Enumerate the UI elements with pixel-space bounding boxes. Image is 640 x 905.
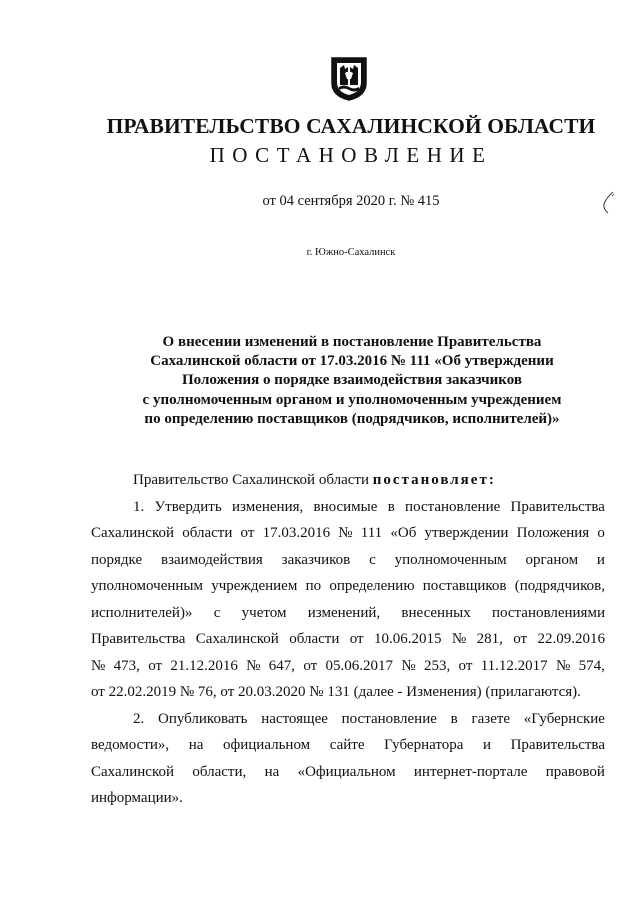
word: официальном	[223, 737, 311, 753]
word: 2.	[133, 710, 145, 727]
item1-line	[91, 520, 605, 547]
document-type: ПОСТАНОВЛЕНИЕ	[209, 143, 493, 167]
word: с	[213, 604, 221, 621]
word: 574,	[578, 657, 605, 674]
item1-line	[91, 494, 605, 521]
word: 22.09.2016	[537, 631, 605, 647]
word: ведомости»,	[91, 737, 170, 753]
word: Губернатора	[384, 737, 464, 753]
word: утверждении	[424, 525, 509, 541]
word: Сахалинской	[91, 525, 175, 541]
preamble-text: Правительство Сахалинской области	[133, 472, 369, 488]
word: №	[401, 657, 416, 674]
word: газете	[471, 710, 511, 727]
word: на	[188, 737, 204, 753]
word: «Об	[390, 525, 417, 541]
item1-line	[91, 626, 605, 653]
item2-line	[91, 759, 605, 786]
word: от	[240, 525, 255, 541]
word: по	[305, 578, 322, 594]
item1-line	[91, 547, 605, 574]
item1-line	[91, 573, 605, 600]
word: постановлениями	[491, 604, 605, 621]
word: Правительства	[91, 631, 186, 647]
word: на	[264, 763, 280, 780]
document-date-number: от 04 сентября 2020 г. № 415	[262, 193, 440, 209]
item2-line	[91, 732, 605, 759]
word: от	[458, 657, 473, 674]
word: и	[482, 737, 491, 753]
word: вносимые	[313, 498, 378, 515]
item2-line	[91, 706, 605, 733]
city-name: г. Южно-Сахалинск	[306, 247, 396, 258]
word: настоящее	[261, 710, 328, 727]
word: учреждением	[211, 578, 298, 594]
word: от	[148, 657, 163, 674]
subject-line: с уполномоченным органом и уполномоченным учреждением	[142, 391, 562, 408]
word: определению	[329, 578, 415, 594]
preamble-resolves: постановляет:	[372, 472, 496, 488]
word: №	[246, 657, 261, 674]
word: области	[289, 631, 340, 647]
word: 647,	[268, 657, 296, 674]
word: учетом	[241, 604, 287, 621]
document-subject	[110, 333, 594, 429]
word: Опубликовать	[157, 710, 248, 727]
word: исполнителей)»	[91, 604, 193, 621]
word: постановление	[341, 710, 437, 727]
word: Правительства	[510, 737, 605, 753]
word: 473,	[113, 657, 140, 674]
government-title: ПРАВИТЕЛЬСТВО САХАЛИНСКОЙ ОБЛАСТИ	[106, 114, 596, 138]
word: от	[349, 631, 364, 647]
item1-line: от 22.02.2019 № 76, от 20.03.2020 № 131 (далее - Изменения) (прилагаются).	[91, 684, 581, 700]
word: сайте	[329, 737, 365, 753]
subject-line: Положения о порядке взаимодействия заказчиков	[182, 372, 522, 389]
word: изменения,	[231, 498, 304, 515]
word: №	[451, 631, 467, 647]
word: 111	[360, 525, 383, 541]
handwritten-mark-icon	[600, 190, 618, 216]
word: взаимодействия	[161, 551, 263, 568]
subject-line: Сахалинской области от 17.03.2016 № 111 «Об утверждении	[150, 353, 554, 370]
word: Сахалинской	[91, 763, 175, 780]
word: постановление	[405, 498, 501, 515]
word: от	[303, 657, 318, 674]
word: «Губернские	[523, 710, 605, 727]
word: 1.	[133, 498, 145, 515]
word: уполномоченным	[394, 551, 507, 568]
sakhalin-coat-of-arms-icon	[329, 55, 369, 101]
word: 17.03.2016	[262, 525, 331, 541]
word: правовой	[545, 763, 605, 780]
word: внесенных	[401, 604, 471, 621]
word: 281,	[476, 631, 503, 647]
word: №	[91, 657, 106, 674]
word: №	[555, 657, 571, 674]
preamble	[91, 467, 605, 494]
word: о	[597, 525, 605, 541]
word: области	[182, 525, 233, 541]
word: от	[513, 631, 528, 647]
subject-line: по определению поставщиков (подрядчиков, исполнителей)»	[144, 410, 560, 427]
word: порядке	[91, 551, 143, 568]
word: в	[450, 710, 458, 727]
word: Положения	[516, 525, 590, 541]
subject-line: О внесении изменений в постановление Правительства	[162, 334, 542, 350]
word: области,	[192, 763, 247, 780]
word: Сахалинской	[195, 631, 279, 647]
word: 253,	[423, 657, 451, 674]
word: заказчиков	[281, 551, 351, 568]
word: 05.06.2017	[325, 657, 394, 674]
word: 11.12.2017	[480, 657, 548, 674]
word: 21.12.2016	[170, 657, 238, 674]
word: уполномоченным	[91, 578, 203, 594]
word: интернет-портале	[413, 763, 528, 780]
word: Утвердить	[154, 498, 222, 515]
item1-line	[91, 600, 605, 627]
word: в	[387, 498, 395, 515]
word: поставщиков	[422, 578, 507, 594]
word: 10.06.2015	[374, 631, 442, 647]
item2-line: информации».	[91, 790, 183, 806]
item1-line	[91, 653, 605, 680]
word: изменений,	[307, 604, 381, 621]
word: №	[338, 525, 353, 541]
word: (подрядчиков,	[514, 578, 605, 594]
word: Правительства	[510, 498, 605, 515]
word: и	[596, 551, 605, 568]
word: органом	[525, 551, 579, 568]
word: «Официальном	[297, 763, 396, 780]
document-body	[91, 467, 605, 812]
word: с	[369, 551, 376, 568]
